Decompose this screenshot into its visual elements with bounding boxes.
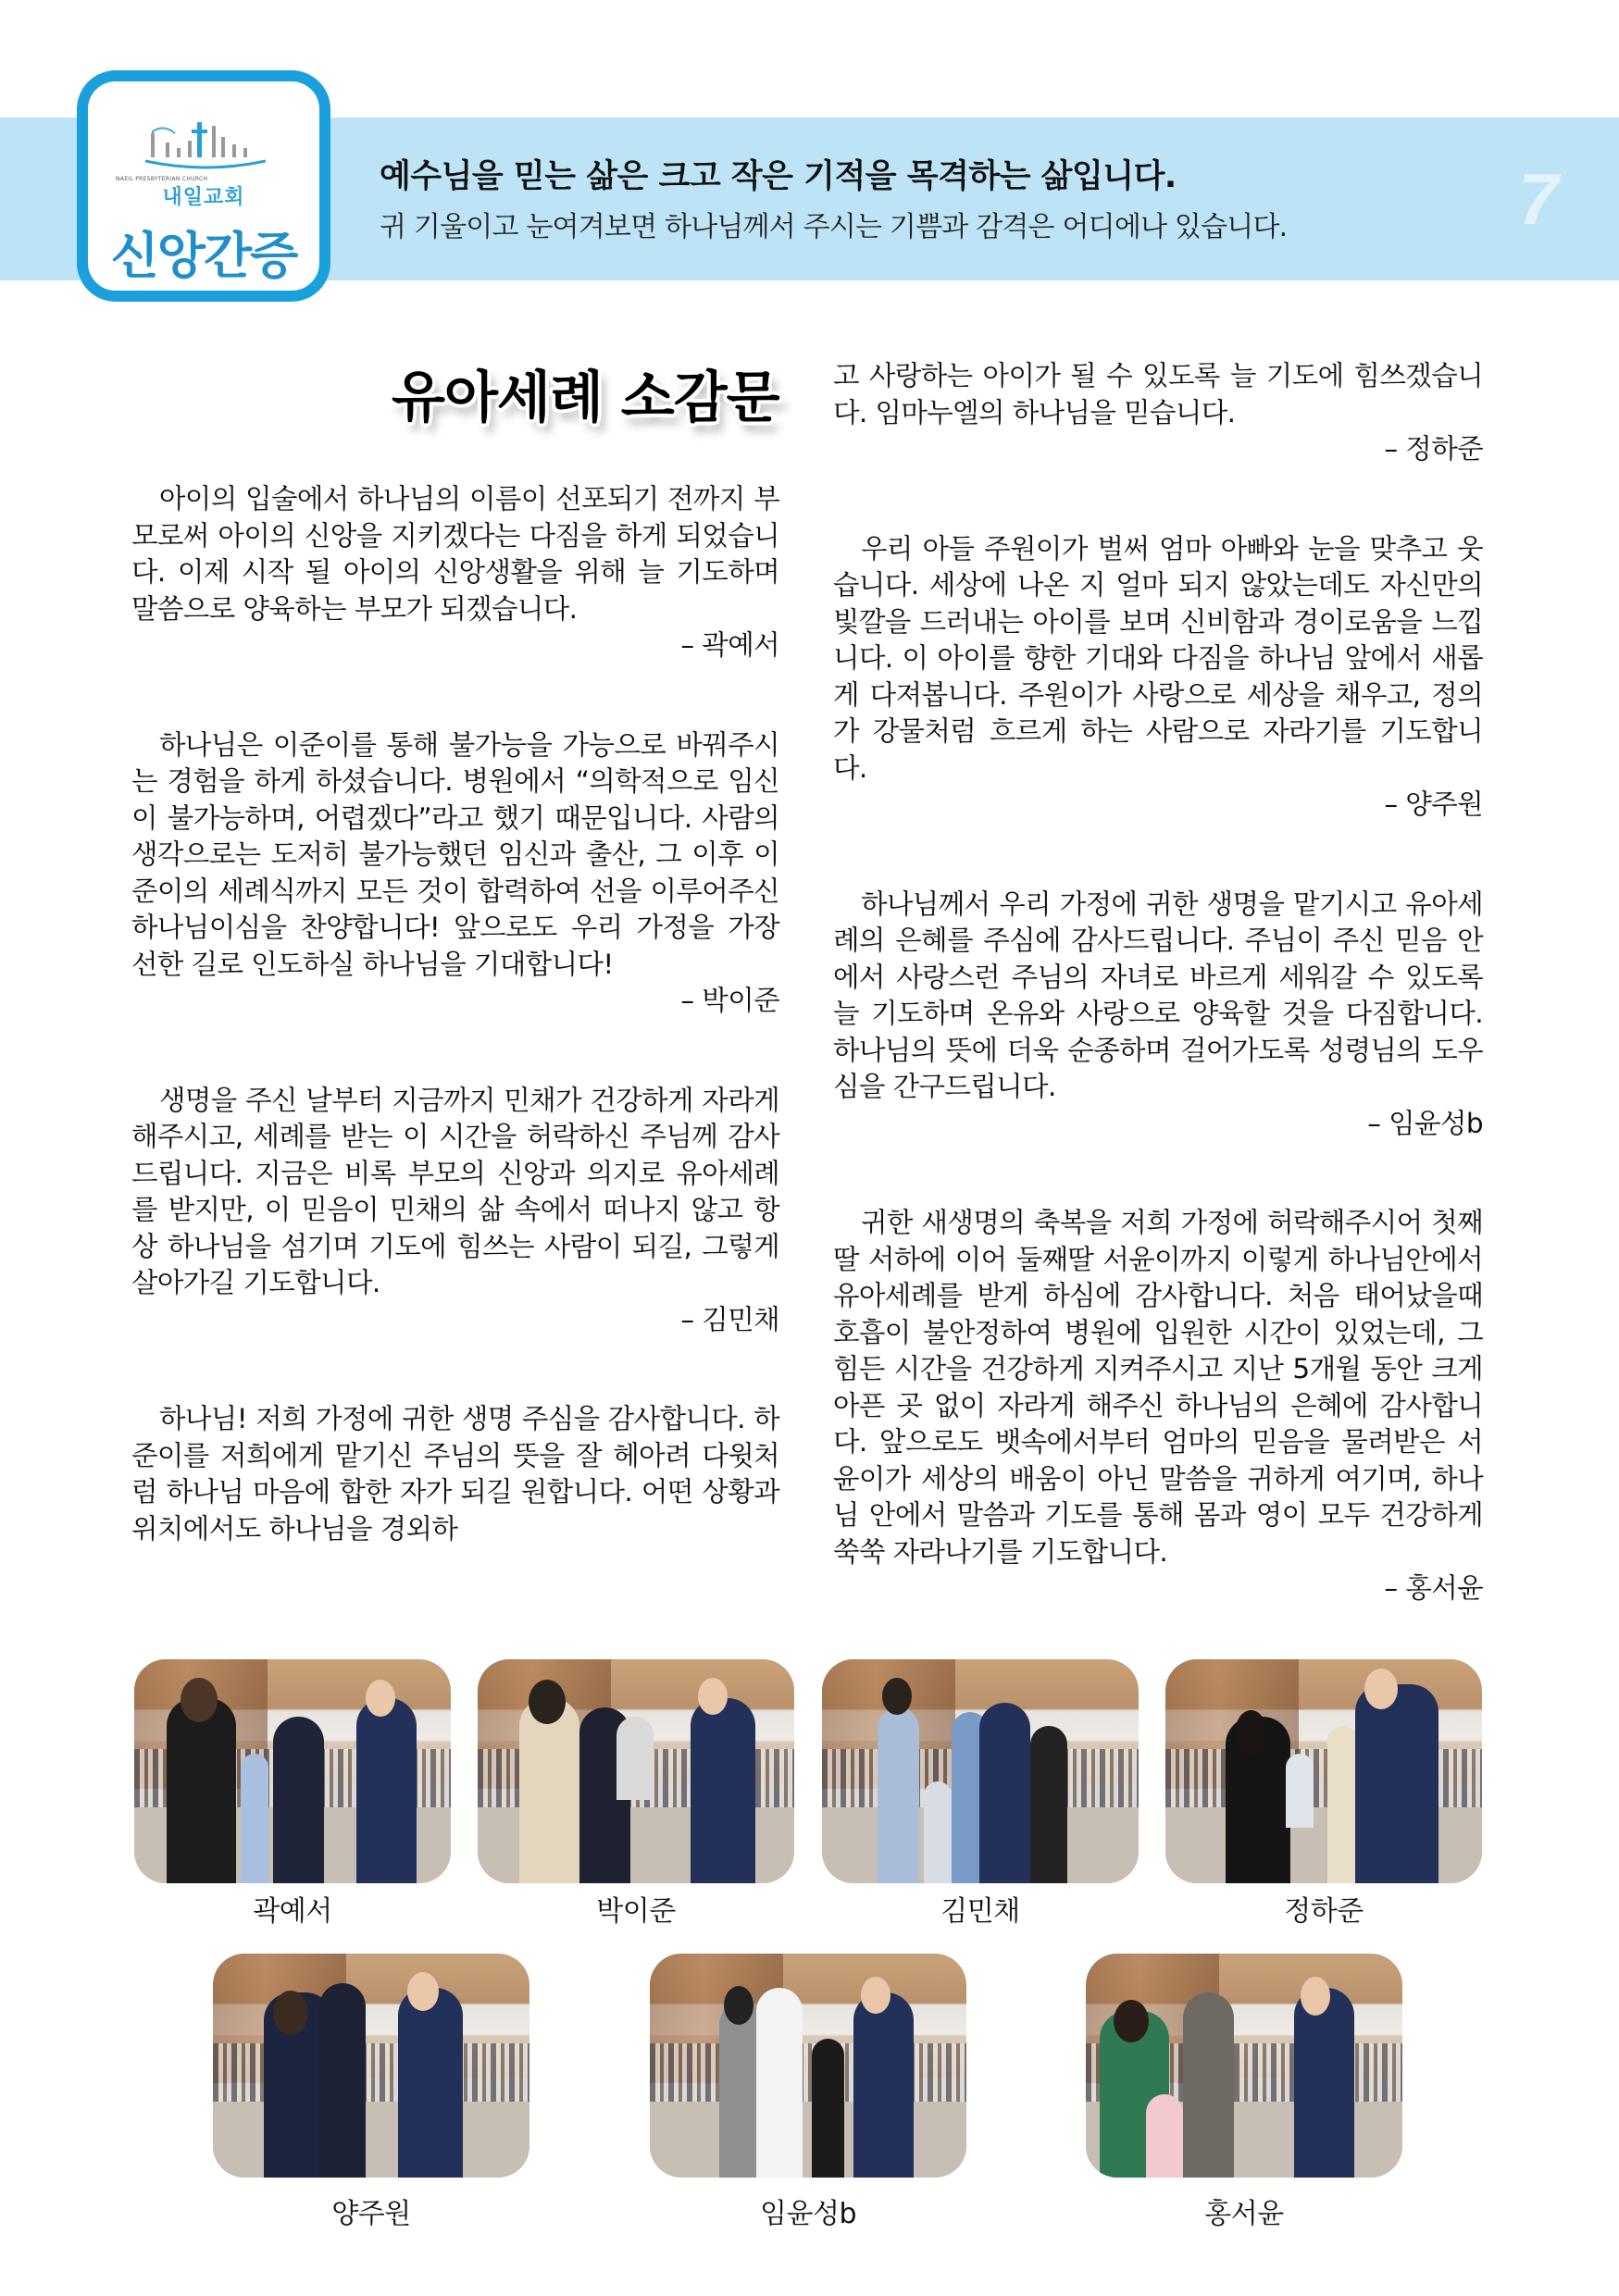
photo-caption: 홍서윤 bbox=[1204, 2198, 1284, 2230]
testimony-paragraph: 하나님은 이준이를 통해 불가능을 가능으로 바꿔주시는 경험을 하게 하셨습니다. 병원에서 “의학적으로 임신이 불가능하며, 어렵겠다”라고 했기 때문입니다. 사람의 생각으로는 도저히 불가능했던 임신과 출산, 그 이후 이준이의 세례식까지 모든 것이 합력하여 선을 이루어주신 하나님이심을 찬양합니다! 앞으로도 우리 가정을 가장 선한 길로 인도하실 하나님을 기대합니다! bbox=[131, 728, 779, 980]
testimony-paragraph: 우리 아들 주원이가 벌써 엄마 아빠와 눈을 맞추고 웃습니다. 세상에 나온 지 얼마 되지 않았는데도 자신만의 빛깔을 드러내는 아이를 보며 신비함과 경이로움을 느낍니다. 이 아이를 향한 기대와 다짐을 하나님 앞에서 새롭게 다져봅니다. 주원이가 사랑으로 세상을 채우고, 정의가 강물처럼 흐르게 하는 사람으로 자라기를 기도합니다. bbox=[833, 532, 1483, 784]
photo-caption: 곽예서 bbox=[253, 1895, 332, 1928]
baptism-photo bbox=[1086, 1954, 1402, 2178]
testimony-author: – 박이준 bbox=[680, 985, 779, 1016]
photo-caption: 임윤성b bbox=[760, 2198, 856, 2230]
church-english-name: NAEIL PRESBYTERIAN CHURCH bbox=[116, 176, 208, 182]
testimony-author: – 임윤성b bbox=[1367, 1107, 1483, 1139]
testimony-author: – 김민채 bbox=[680, 1303, 779, 1335]
section-title: 신앙간증 bbox=[110, 227, 297, 285]
testimony-author: – 홍서윤 bbox=[1384, 1572, 1483, 1604]
testimony-paragraph: 하나님께서 우리 가정에 귀한 생명을 맡기시고 유아세례의 은혜를 주심에 감사드립니다. 주님이 주신 믿음 안에서 사랑스런 주님의 자녀로 바르게 세워갈 수 있도록 늘 기도하며 온유와 사랑으로 양육할 것을 다짐합니다. 하나님의 뜻에 더욱 순종하며 걸어가도록 성령님의 도우심을 간구드립니다. bbox=[833, 887, 1483, 1102]
photo-caption: 정하준 bbox=[1284, 1895, 1364, 1928]
header-headline: 예수님을 믿는 삶은 크고 작은 기적을 목격하는 삶입니다. bbox=[380, 158, 1177, 195]
testimony-author: – 양주원 bbox=[1384, 788, 1483, 820]
baptism-photo bbox=[213, 1954, 529, 2178]
text-column-left bbox=[131, 481, 779, 1547]
text-column-right bbox=[833, 358, 1483, 1607]
photo-caption: 박이준 bbox=[596, 1895, 676, 1928]
church-logo-icon bbox=[145, 120, 266, 171]
baptism-photo bbox=[1165, 1659, 1482, 1883]
article-title: 유아세례 소감문 bbox=[392, 366, 779, 430]
testimony-paragraph: 생명을 주신 날부터 지금까지 민채가 건강하게 자라게 해주시고, 세례를 받는 이 시간을 허락하신 주님께 감사드립니다. 지금은 비록 부모의 신앙과 의지로 유아세례를 받지만, 이 믿음이 민채의 삶 속에서 떠나지 않고 항상 하나님을 섬기며 기도에 힘쓰는 사람이 되길, 그렇게 살아가길 기도합니다. bbox=[131, 1084, 779, 1298]
baptism-photo bbox=[478, 1659, 794, 1883]
baptism-photo bbox=[134, 1659, 451, 1883]
baptism-photo bbox=[822, 1659, 1139, 1883]
church-korean-name: 내일교회 bbox=[162, 186, 245, 209]
baptism-photo bbox=[650, 1954, 966, 2178]
photo-caption: 양주원 bbox=[331, 2198, 411, 2230]
testimony-paragraph: 귀한 새생명의 축복을 저희 가정에 허락해주시어 첫째딸 서하에 이어 둘째딸 서윤이까지 이렇게 하나님안에서 유아세례를 받게 하심에 감사합니다. 처음 태어났을때 호흡이 불안정하여 병원에 입원한 시간이 있었는데, 그 힘든 시간을 건강하게 지켜주시고 지난 5개월 동안 크게 아픈 곳 없이 자라게 해주신 하나님의 은혜에 감사합니다. 앞으로도 뱃속에서부터 엄마의 믿음을 물려받은 서윤이가 세상의 배움이 아닌 말씀을 귀하게 여기며, 하나님 안에서 말씀과 기도를 통해 몸과 영이 모두 건강하게 쑥쑥 자라나기를 기도합니다. bbox=[833, 1207, 1483, 1568]
photo-caption: 김민채 bbox=[940, 1895, 1020, 1928]
testimony-author: – 곽예서 bbox=[680, 629, 779, 661]
testimony-paragraph: 하나님! 저희 가정에 귀한 생명 주심을 감사합니다. 하준이를 저희에게 맡기신 주님의 뜻을 잘 헤아려 다윗처럼 하나님 마음에 합한 자가 되길 원합니다. 어떤 상황과 위치에서도 하나님을 경외하 bbox=[131, 1403, 779, 1545]
page-number: 7 bbox=[1518, 158, 1559, 240]
testimony-paragraph-continued: 고 사랑하는 아이가 될 수 있도록 늘 기도에 힘쓰겠습니다. 임마누엘의 하나님을 믿습니다. bbox=[833, 360, 1483, 428]
section-logo bbox=[77, 70, 330, 302]
header-subheadline: 귀 기울이고 눈여겨보면 하나님께서 주시는 기쁨과 감격은 어디에나 있습니다. bbox=[380, 211, 1288, 243]
testimony-paragraph: 아이의 입술에서 하나님의 이름이 선포되기 전까지 부모로써 아이의 신앙을 지키겠다는 다짐을 하게 되었습니다. 이제 시작 될 아이의 신앙생활을 위해 늘 기도하며 말씀으로 양육하는 부모가 되겠습니다. bbox=[131, 483, 779, 625]
testimony-author: – 정하준 bbox=[1384, 433, 1483, 465]
